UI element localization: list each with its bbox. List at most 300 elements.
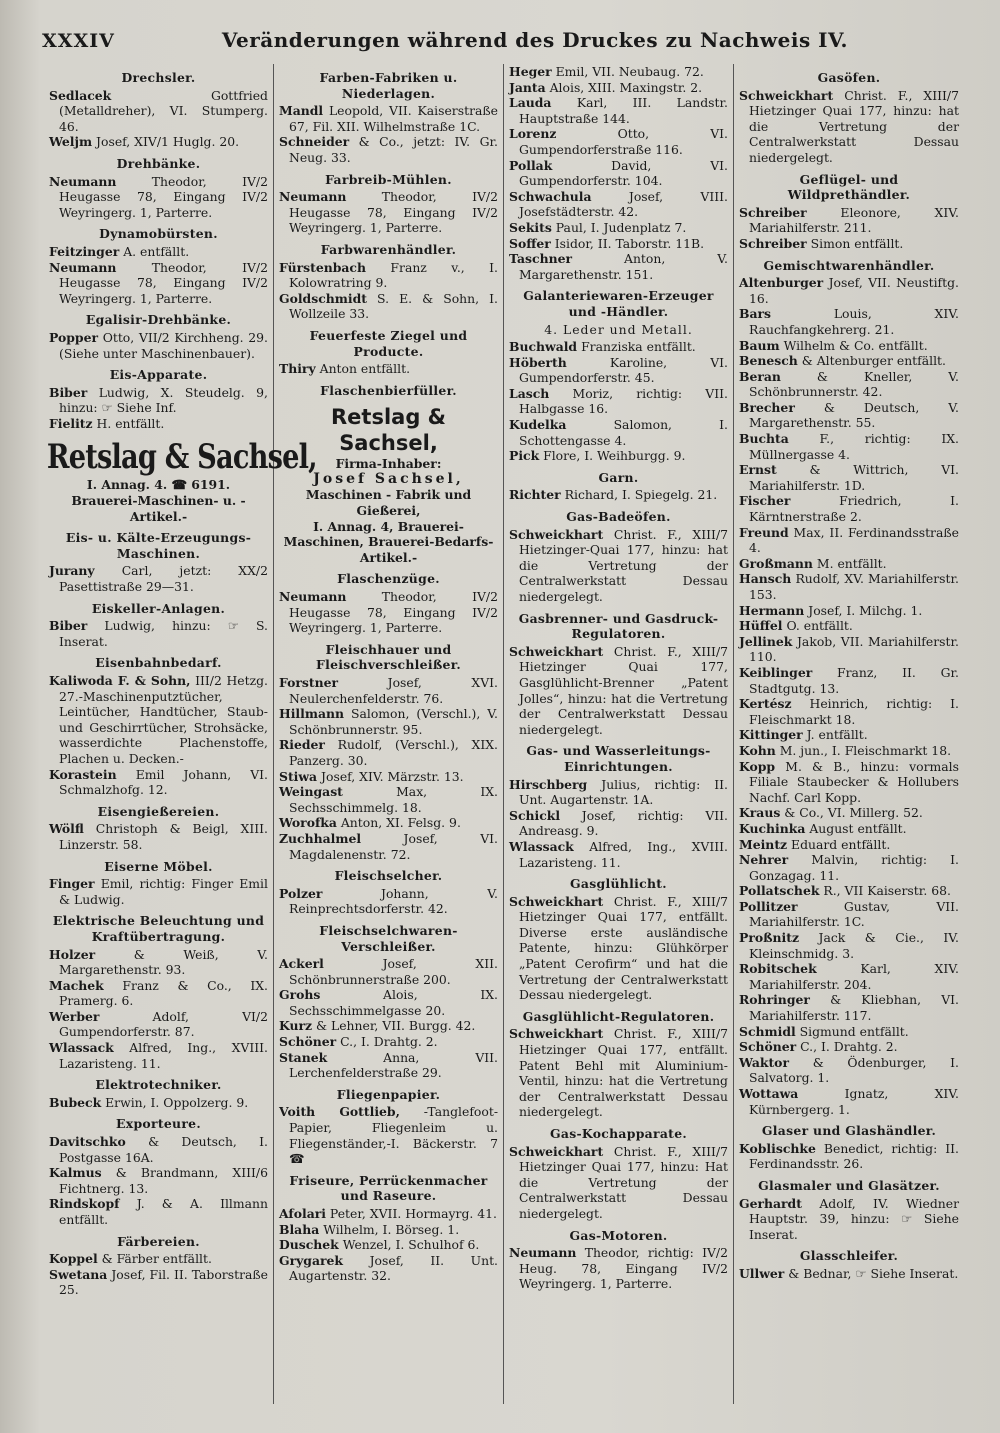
list-item xyxy=(279,706,498,737)
entry-name: Worofka xyxy=(279,815,337,831)
entry-name: Großmann xyxy=(739,555,813,571)
entry-details: Christ. F., XIII/7 Hietzinger Quai 177, hinzu: hat die Vertretung der Centralwerkstatt Dessau niedergelegt. xyxy=(749,87,959,165)
entry-details: Flore, I. Weihburgg. 9. xyxy=(543,448,686,464)
entry-details: Wenzel, I. Schulhof 6. xyxy=(342,1237,480,1253)
list-item xyxy=(49,563,268,594)
list-item xyxy=(739,743,959,759)
list-item xyxy=(739,961,959,992)
list-item xyxy=(279,1206,498,1222)
entry-details: Franziska entfällt. xyxy=(581,339,696,355)
entry-name: Mandl xyxy=(279,103,324,119)
list-item xyxy=(279,1050,498,1081)
list-item xyxy=(49,174,268,221)
entry-details: Richard, I. Spiegelg. 21. xyxy=(564,487,718,503)
entry-name: Fürstenbach xyxy=(279,259,366,275)
entry-details: & Bednar, ☞ Siehe Inserat. xyxy=(788,1265,959,1281)
entry-name: Davitschko xyxy=(49,1134,126,1150)
list-item xyxy=(739,369,959,400)
entry-details: Franz, II. Gr. Stadtgutg. 13. xyxy=(749,664,959,696)
entry-name: Grygarek xyxy=(279,1252,343,1268)
entry-details: Leopold, VII. Kaiserstraße 67, Fil. XII. Wilhelmstraße 1C. xyxy=(289,103,498,134)
entry-details: Carl, jetzt: XX/2 Pasettistraße 29—31. xyxy=(59,563,268,595)
entry-details: Christ. F., XIII/7 Hietzinger Quai 177, entfällt. Patent Behl mit Aluminium-Ventil, hinzu: hat die Vertretung der Centralwerkstatt Dessau niedergelegt. xyxy=(519,1026,728,1120)
entry-details: Franz & Co., IX. Pramerg. 6. xyxy=(59,977,268,1009)
entry-name: Stanek xyxy=(279,1049,328,1065)
list-item xyxy=(509,339,728,355)
section-heading: Gasglühlicht. xyxy=(570,876,667,892)
list-item xyxy=(739,1039,959,1055)
entry-name: Feitzinger xyxy=(49,243,120,259)
entry-name: Zuchhalmel xyxy=(279,830,362,846)
entry-name: Pollitzer xyxy=(739,898,798,914)
list-item xyxy=(739,306,959,337)
entry-details: Emil, richtig: Finger Emil & Ludwig. xyxy=(59,876,268,907)
list-item xyxy=(739,205,959,236)
list-item xyxy=(739,400,959,431)
entry-name: Stiwa xyxy=(279,768,318,784)
list-item xyxy=(739,1024,959,1040)
entry-name: Schickl xyxy=(509,807,561,823)
list-item xyxy=(739,1141,959,1172)
entry-name: Kertész xyxy=(739,696,792,712)
entry-name: Beran xyxy=(739,368,781,384)
entry-details: Theodor, richtig: IV/2 Heug. 78, Eingang IV/2 Weyringerg. 1, Parterre. xyxy=(519,1245,728,1292)
entry-name: Blaha xyxy=(279,1221,320,1237)
list-item xyxy=(509,251,728,282)
entry-details: Heinrich, richtig: I. Fleischmarkt 18. xyxy=(749,696,959,727)
section-heading: Glasschleifer. xyxy=(799,1248,899,1264)
entry-details: & Wittrich, VI. Mariahilferstr. 1D. xyxy=(749,462,959,493)
list-item xyxy=(279,361,498,377)
list-item xyxy=(509,527,728,605)
entry-details: Alois, IX. Sechsschimmelgasse 20. xyxy=(289,987,498,1018)
entry-name: Waktor xyxy=(739,1054,789,1070)
entry-details: Anton, V. Margarethenstr. 151. xyxy=(519,251,728,282)
entry-details: Max, IX. Sechsschimmelg. 18. xyxy=(289,784,498,815)
entry-name: Biber xyxy=(49,384,88,400)
section-heading: Fleischhauer und Fleischverschleißer. xyxy=(315,641,462,673)
section-heading: Friseure, Perrückenmacher und Raseure. xyxy=(289,1172,488,1204)
entry-details: Sigmund entfällt. xyxy=(799,1023,909,1039)
entry-details: & Deutsch, V. Margarethenstr. 55. xyxy=(749,399,959,431)
list-item xyxy=(279,1222,498,1238)
entry-details: David, VI. Gumpendorferstr. 104. xyxy=(519,157,728,189)
entry-name: Bars xyxy=(739,306,772,322)
entry-details: Jakob, VII. Mariahilferstr. 110. xyxy=(749,633,959,665)
entry-name: Baum xyxy=(739,337,780,353)
list-item xyxy=(509,448,728,464)
entry-details: Eleonore, XIV. Mariahilferstr. 211. xyxy=(749,204,959,236)
entry-name: Heger xyxy=(509,64,552,79)
list-item xyxy=(279,1034,498,1050)
list-item xyxy=(509,644,728,738)
entry-name: Hansch xyxy=(739,571,792,587)
entry-details: Salomon, (Verschl.), V. Schönbrunnerstr. 95. xyxy=(289,706,498,737)
list-item xyxy=(49,1165,268,1196)
entry-details: & Brandmann, XIII/6 Fichtnerg. 13. xyxy=(59,1165,268,1196)
list-item xyxy=(279,831,498,862)
entry-details: Karl, III. Landstr. Hauptstraße 144. xyxy=(519,95,728,126)
list-item xyxy=(509,487,728,503)
entry-name: Jellinek xyxy=(739,633,793,649)
section-heading: Farbwarenhändler. xyxy=(320,241,457,257)
list-item xyxy=(739,899,959,930)
list-item xyxy=(509,386,728,417)
entry-details: Franz v., I. Kolowratring 9. xyxy=(289,259,498,291)
entry-details: Josef, II. Unt. Augartenstr. 32. xyxy=(289,1252,498,1284)
list-item xyxy=(739,353,959,369)
entry-details: Moriz, richtig: VII. Halbgasse 16. xyxy=(519,385,728,417)
list-item xyxy=(509,355,728,386)
entry-details: O. entfällt. xyxy=(786,618,853,634)
entry-name: Pollak xyxy=(509,157,553,173)
entry-details: Alois, XIII. Maxingstr. 2. xyxy=(549,79,703,95)
entry-details: Rudolf, XV. Mariahilferstr. 153. xyxy=(749,571,959,602)
entry-details: Isidor, II. Taborstr. 11B. xyxy=(554,235,705,251)
entry-name: Biber xyxy=(49,618,88,634)
entry-details: Ludwig, hinzu: ☞ S. Inserat. xyxy=(59,618,268,649)
entry-details: Christ. F., XIII/7 Hietzinger Quai 177, hinzu: Hat die Vertretung der Centralwerkstatt Dessau niedergelegt. xyxy=(519,1143,728,1221)
list-item xyxy=(279,1237,498,1253)
list-item xyxy=(279,737,498,768)
column-3 xyxy=(504,64,734,1404)
list-item xyxy=(509,189,728,220)
entry-name: Hirschberg xyxy=(509,776,588,792)
ad-line: I. Annag. 4, Brauerei-Maschinen, Brauerei-Bedarfs-Artikel.- xyxy=(283,518,494,565)
list-item xyxy=(509,777,728,808)
entry-details: Alfred, Ing., XVIII. Lazaristeng. 11. xyxy=(59,1040,268,1071)
entry-name: Wlassack xyxy=(509,838,574,854)
entry-name: Ernst xyxy=(739,462,777,478)
section-heading: Drehbänke. xyxy=(116,155,201,171)
entry-name: Lorenz xyxy=(509,126,557,142)
section-heading: Fliegenpapier. xyxy=(336,1086,441,1102)
entry-name: Fielitz xyxy=(49,415,93,431)
list-item xyxy=(49,134,268,150)
section-heading: Galanteriewaren-Erzeuger und -Händler. xyxy=(523,288,714,319)
list-item xyxy=(279,1018,498,1034)
entry-name: Popper xyxy=(49,329,98,345)
list-item xyxy=(49,767,268,798)
entry-name: Werber xyxy=(49,1008,100,1024)
entry-name: Neumann xyxy=(509,1245,577,1261)
list-item xyxy=(739,431,959,462)
entry-details: Theodor, IV/2 Heugasse 78, Eingang IV/2 Weyringerg. 1, Parterre. xyxy=(59,173,268,220)
section-heading: Gas- und Wasserleitungs-Einrichtungen. xyxy=(526,743,711,774)
entry-details: R., VII Kaiserstr. 68. xyxy=(823,883,951,899)
section-heading: Feuerfeste Ziegel und Producte. xyxy=(309,327,468,359)
section-heading: Eiserne Möbel. xyxy=(104,858,213,874)
entry-details: Karl, XIV. Mariahilferstr. 204. xyxy=(749,961,959,992)
entry-details: & Kliebhan, VI. Mariahilferstr. 117. xyxy=(749,992,959,1024)
entry-details: M. & B., hinzu: vormals Filiale Staubecker & Hollubers Nachf. Carl Kopp. xyxy=(749,758,959,805)
entry-name: Kalmus xyxy=(49,1165,102,1181)
list-item xyxy=(279,1104,498,1166)
entry-name: Schwachula xyxy=(509,188,592,204)
entry-name: Kaliwoda F. & Sohn, xyxy=(49,673,191,688)
section-heading: Glaser und Glashändler. xyxy=(761,1123,937,1139)
section-heading: Färbereien. xyxy=(117,1233,200,1249)
entry-name: Fischer xyxy=(739,493,791,509)
list-item xyxy=(279,103,498,134)
entry-name: Neumann xyxy=(279,189,347,205)
entry-details: Emil, VII. Neubaug. 72. xyxy=(555,64,704,79)
entry-details: Louis, XIV. Rauchfangkehrerg. 21. xyxy=(749,306,959,337)
entry-name: Sekits xyxy=(509,219,552,235)
page-title: Veränderungen während des Druckes zu Nachweis IV. xyxy=(221,28,849,52)
list-item xyxy=(279,291,498,322)
entry-details: Josef, XII. Schönbrunnerstraße 200. xyxy=(289,956,498,987)
list-item xyxy=(279,589,498,636)
list-item xyxy=(509,894,728,1003)
entry-details: Eduard entfällt. xyxy=(791,836,891,852)
entry-name: Schneider xyxy=(279,134,350,150)
list-item xyxy=(509,64,728,80)
entry-details: Anna, VII. Lerchenfelderstraße 29. xyxy=(289,1049,498,1081)
entry-details: & Altenburger entfällt. xyxy=(801,353,946,369)
section-heading: Eisenbahnbedarf. xyxy=(95,655,222,671)
list-item xyxy=(279,987,498,1018)
list-item xyxy=(279,956,498,987)
entry-name: Buchta xyxy=(739,431,789,447)
entry-details: Benedict, richtig: II. Ferdinandsstr. 26. xyxy=(749,1140,959,1172)
entry-name: Korastein xyxy=(49,766,117,782)
entry-name: Kohn xyxy=(739,742,776,758)
entry-details: Anton, XI. Felsg. 9. xyxy=(340,815,461,831)
entry-name: Schöner xyxy=(279,1034,337,1050)
entry-name: Koppel xyxy=(49,1251,98,1267)
entry-name: Wlassack xyxy=(49,1040,114,1056)
entry-name: Kudelka xyxy=(509,417,567,433)
entry-details: Josef, VII. Neustiftg. 16. xyxy=(749,275,959,306)
list-item xyxy=(739,883,959,899)
page-header xyxy=(42,28,955,56)
entry-details: Wilhelm & Co. entfällt. xyxy=(783,337,928,353)
section-heading: Eiskeller-Anlagen. xyxy=(91,600,226,616)
list-item xyxy=(509,808,728,839)
section-heading: Gasbrenner- und Gasdruck-Regulatoren. xyxy=(518,610,719,642)
section-heading: Gas-Motoren. xyxy=(569,1227,668,1243)
entry-details: Josef, VI. Magdalenenstr. 72. xyxy=(289,830,498,862)
entry-details: Josef, I. Milchg. 1. xyxy=(808,602,923,618)
entry-details: Otto, VII/2 Kirchheng. 29. (Siehe unter Maschinenbauer). xyxy=(59,329,268,361)
section-heading: Egalisir-Drehbänke. xyxy=(85,312,232,328)
entry-name: Schreiber xyxy=(739,204,807,220)
entry-details: Wilhelm, I. Börseg. 1. xyxy=(323,1221,460,1237)
section-heading: Gasglühlicht-Regulatoren. xyxy=(522,1008,715,1024)
entry-details: & Lehner, VII. Burgg. 42. xyxy=(316,1018,476,1034)
entry-name: Jurany xyxy=(49,563,95,579)
entry-name: Lauda xyxy=(509,95,552,111)
list-item xyxy=(739,696,959,727)
entry-details: & Kneller, V. Schönbrunnerstr. 42. xyxy=(749,368,959,400)
entry-details: & Färber entfällt. xyxy=(101,1251,212,1267)
entry-details: M. jun., I. Fleischmarkt 18. xyxy=(779,742,952,758)
entry-details: J. & A. Illmann entfällt. xyxy=(59,1196,268,1227)
entry-details: Salomon, I. Schottengasse 4. xyxy=(519,417,728,448)
entry-name: Grohs xyxy=(279,987,321,1003)
entry-name: Schreiber xyxy=(739,235,807,251)
entry-details: Julius, richtig: II. Unt. Augartenstr. 1A. xyxy=(519,776,728,808)
entry-details: Christ. F., XIII/7 Hietzinger Quai 177, Gasglühlicht-Brenner „Patent Jolles“, hinzu: hat die Vertretung der Centralwerkstatt Dessau niedergelegt. xyxy=(519,643,728,737)
entry-details: Christ. F., XIII/7 Hietzinger Quai 177, entfällt. Diverse erste ausländische Patente, hinzu: Glühkörper „Patent Cerofirm“ und hat die Vertretung der Centralwerkstatt Dessau niedergelegt. xyxy=(519,893,728,1003)
entry-name: Meintz xyxy=(739,836,788,852)
entry-name: Swetana xyxy=(49,1266,108,1282)
list-item xyxy=(739,571,959,602)
directory-columns xyxy=(44,64,964,1404)
entry-details: Josef, XVI. Neulerchenfelderstr. 76. xyxy=(289,675,498,706)
entry-name: Thiry xyxy=(279,361,316,377)
list-item xyxy=(739,992,959,1023)
entry-details: Christoph & Beigl, XIII. Linzerstr. 58. xyxy=(59,821,268,852)
list-item xyxy=(49,1095,268,1111)
list-item xyxy=(49,821,268,852)
entry-details: Gottfried (Metalldreher), VI. Stumperg. 46. xyxy=(59,87,268,134)
entry-name: Schweickhart xyxy=(509,1143,604,1159)
entry-name: Afolari xyxy=(279,1206,326,1221)
entry-name: Schweickhart xyxy=(509,1026,604,1042)
section-heading: Geflügel- und Wildprethändler. xyxy=(787,171,911,203)
entry-name: Schweickhart xyxy=(509,893,604,909)
entry-details: Peter, XVII. Hormayrg. 41. xyxy=(329,1206,497,1221)
entry-details: A. entfällt. xyxy=(123,243,190,259)
list-item xyxy=(509,236,728,252)
list-item xyxy=(49,260,268,307)
entry-details: & Co., VI. Millerg. 52. xyxy=(784,805,923,821)
subsection-label: 4. Leder und Metall. xyxy=(544,321,693,337)
entry-name: Robitschek xyxy=(739,961,817,977)
ad-line: Brauerei-Maschinen- u. -Artikel.- xyxy=(71,493,246,524)
list-item xyxy=(279,260,498,291)
section-heading: Farben-Fabriken u. Niederlagen. xyxy=(319,70,458,101)
entry-details: Josef, richtig: VII. Andreasg. 9. xyxy=(519,807,728,839)
entry-details: F., richtig: IX. Müllnergasse 4. xyxy=(749,431,959,462)
section-heading: Gas-Kochapparate. xyxy=(549,1126,687,1141)
entry-name: Taschner xyxy=(509,251,573,267)
section-heading: Flaschenzüge. xyxy=(337,571,440,587)
entry-name: Keiblinger xyxy=(739,664,813,680)
entry-details: & Ödenburger, I. Salvatorg. 1. xyxy=(749,1054,959,1086)
entry-name: Höberth xyxy=(509,354,567,370)
entry-details: Jack & Cie., IV. Kleinschmidg. 3. xyxy=(749,930,959,961)
section-heading: Drechsler. xyxy=(121,70,196,85)
list-item xyxy=(739,852,959,883)
entry-name: Brecher xyxy=(739,399,795,415)
entry-name: Altenburger xyxy=(739,275,824,291)
list-item xyxy=(509,1026,728,1120)
list-item xyxy=(739,556,959,572)
entry-details: Anton entfällt. xyxy=(319,361,411,377)
entry-details: Theodor, IV/2 Heugasse 78, Eingang IV/2 Weyringerg. 1, Parterre. xyxy=(289,189,498,236)
ad-line: Firma-Inhaber: xyxy=(335,456,442,472)
list-item xyxy=(739,727,959,743)
entry-name: Kittinger xyxy=(739,727,803,743)
list-item xyxy=(49,1009,268,1040)
entry-details: Christ. F., XIII/7 Hietzinger-Quai 177, hinzu: hat die Vertretung der Centralwerkstatt Dessau niedergelegt. xyxy=(519,526,728,604)
list-item xyxy=(739,665,959,696)
list-item xyxy=(49,673,268,767)
list-item xyxy=(279,769,498,785)
list-item xyxy=(279,1253,498,1284)
list-item xyxy=(509,220,728,236)
entry-name: Wottawa xyxy=(739,1086,799,1101)
entry-name: Lasch xyxy=(509,385,550,401)
entry-name: Machek xyxy=(49,977,104,993)
section-heading: Fleischselcher. xyxy=(334,868,443,884)
ad-line: Retslag & Sachsel, xyxy=(331,405,446,456)
entry-name: Schweickhart xyxy=(739,87,834,103)
column-2 xyxy=(274,64,504,1404)
entry-name: Rohringer xyxy=(739,992,810,1008)
list-item xyxy=(49,1134,268,1165)
ad-line: Josef Sachsel, xyxy=(313,470,464,487)
entry-name: Freund xyxy=(739,524,789,540)
list-item xyxy=(509,417,728,448)
list-item xyxy=(739,634,959,665)
advertisement xyxy=(279,404,498,565)
entry-name: Ackerl xyxy=(279,956,324,972)
section-heading: Flaschenbierfüller. xyxy=(320,382,457,398)
list-item xyxy=(279,815,498,831)
list-item xyxy=(739,525,959,556)
entry-details: & Deutsch, I. Postgasse 16A. xyxy=(59,1134,268,1165)
list-item xyxy=(509,839,728,870)
entry-details: M. entfällt. xyxy=(816,555,887,571)
list-item xyxy=(739,338,959,354)
entry-name: Bubeck xyxy=(49,1094,102,1110)
entry-details: Max, II. Ferdinandsstraße 4. xyxy=(749,524,959,556)
entry-name: Pick xyxy=(509,448,540,464)
list-item xyxy=(279,784,498,815)
entry-name: Hüffel xyxy=(739,618,783,634)
list-item xyxy=(739,1055,959,1086)
entry-details: Karoline, VI. Gumpendorferstr. 45. xyxy=(519,354,728,386)
list-item xyxy=(509,158,728,189)
entry-name: Rieder xyxy=(279,737,325,753)
entry-name: Gerhardt xyxy=(739,1195,802,1211)
list-item xyxy=(739,1196,959,1243)
entry-details: Johann, V. Reinprechtsdorferstr. 42. xyxy=(289,885,498,917)
list-item xyxy=(739,493,959,524)
entry-details: C., I. Drahtg. 2. xyxy=(340,1034,438,1050)
list-item xyxy=(49,1251,268,1267)
advertisement xyxy=(46,437,317,524)
entry-name: Kuchinka xyxy=(739,820,806,836)
list-item xyxy=(739,618,959,634)
entry-name: Neumann xyxy=(279,589,347,605)
entry-name: Holzer xyxy=(49,946,96,962)
list-item xyxy=(509,95,728,126)
entry-name: Kopp xyxy=(739,758,776,774)
entry-details: Ludwig, X. Steudelg. 9, hinzu: ☞ Siehe Inf. xyxy=(59,384,268,416)
list-item xyxy=(49,876,268,907)
list-item xyxy=(739,1266,959,1282)
ad-line: I. Annag. 4. ☎ 6191. xyxy=(86,477,231,493)
entry-details: Emil Johann, VI. Schmalzhofg. 12. xyxy=(59,766,268,798)
entry-details: Josef, VIII. Josefstädterstr. 42. xyxy=(519,188,728,220)
list-item xyxy=(509,1144,728,1222)
entry-name: Schweickhart xyxy=(509,643,604,659)
entry-details: Josef, XIV. Märzstr. 13. xyxy=(321,768,464,784)
entry-details: Erwin, I. Oppolzerg. 9. xyxy=(105,1094,249,1110)
list-item xyxy=(49,416,268,432)
entry-details: Alfred, Ing., XVIII. Lazaristeng. 11. xyxy=(519,838,728,870)
section-heading: Eisengießereien. xyxy=(97,803,220,819)
entry-name: Weljm xyxy=(49,134,93,150)
entry-details: & Co., jetzt: IV. Gr. Neug. 33. xyxy=(289,134,498,165)
list-item xyxy=(509,1245,728,1292)
section-heading: Exporteure. xyxy=(116,1116,201,1132)
